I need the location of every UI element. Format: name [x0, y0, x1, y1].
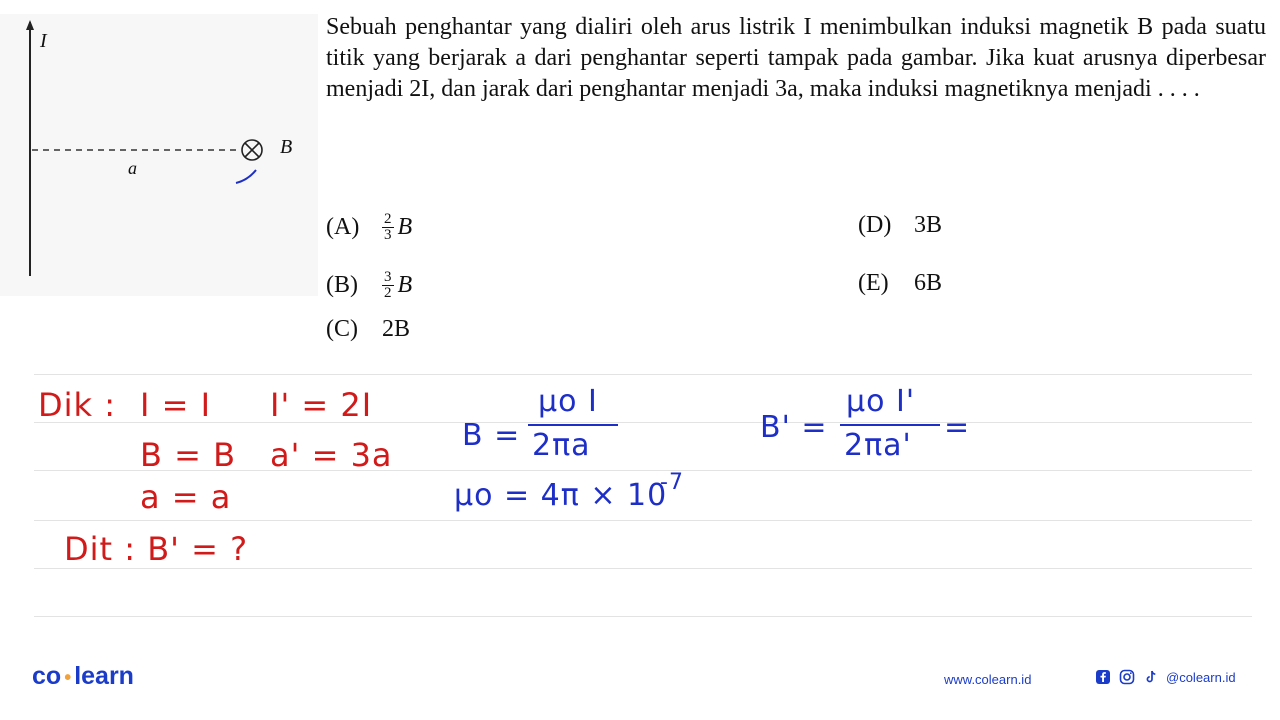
- fraction-denominator: 2: [384, 285, 392, 301]
- option-letter: (B): [326, 272, 358, 298]
- formula2-rhs: =: [944, 410, 971, 445]
- option-value: B: [397, 214, 413, 240]
- ruled-line: [34, 374, 1252, 375]
- option-c: [326, 316, 410, 343]
- formula-denominator: 2πa: [532, 428, 591, 463]
- formula2-fraction-bar: [840, 424, 940, 426]
- distance-label: a: [128, 158, 137, 178]
- question-text: Sebuah penghantar yang dialiri oleh arus listrik I menimbulkan induksi magnetik B pada suatu titik yang berjarak a dari penghantar seperti tampak pada gambar. Jika kuat arusnya diperbesar menjadi 2I, dan jarak dari penghantar menjadi 3a, maka induksi magnetiknya menjadi . . . .: [326, 14, 1266, 102]
- option-d: [858, 212, 942, 239]
- current-label: I: [40, 30, 47, 52]
- option-value: B: [397, 272, 413, 298]
- mu-exponent: -7: [660, 470, 684, 495]
- facebook-icon[interactable]: [1094, 668, 1112, 686]
- given-field: B = B: [140, 436, 237, 474]
- ruled-line: [34, 520, 1252, 521]
- asked-field: Dit : B' = ?: [64, 530, 249, 568]
- ruled-line: [34, 568, 1252, 569]
- fraction-numerator: 2: [384, 211, 392, 227]
- website-link[interactable]: www.colearn.id: [944, 672, 1032, 687]
- mu-constant: μo = 4π × 10: [454, 478, 668, 513]
- formula2-numerator: μo I': [846, 384, 916, 419]
- option-letter: (E): [858, 270, 889, 296]
- given-new-current: I' = 2I: [270, 386, 373, 424]
- option-value: 2B: [382, 316, 411, 342]
- formula2-lhs: B' =: [760, 410, 828, 445]
- question-block: [326, 12, 1266, 105]
- option-fraction: [382, 212, 394, 243]
- brand-co: co: [32, 662, 62, 690]
- option-letter: (C): [326, 316, 358, 342]
- instagram-icon[interactable]: [1118, 668, 1136, 686]
- formula-numerator: μo I: [538, 384, 598, 419]
- option-b: [326, 270, 412, 301]
- ruled-line: [34, 422, 1252, 423]
- fraction-numerator: 3: [384, 269, 392, 285]
- formula-lhs: B =: [462, 418, 521, 453]
- tiktok-icon[interactable]: [1142, 668, 1160, 686]
- social-links: [1094, 668, 1236, 686]
- option-letter: (A): [326, 214, 360, 240]
- physics-figure: [0, 14, 318, 296]
- formula2-denominator: 2πa': [844, 428, 912, 463]
- brand-learn: learn: [74, 662, 134, 690]
- option-value: 6B: [914, 270, 943, 296]
- dik-label: Dik :: [38, 386, 117, 424]
- field-label: B: [280, 136, 293, 158]
- ruled-line: [34, 616, 1252, 617]
- option-letter: (D): [858, 212, 892, 238]
- colearn-logo: [32, 662, 134, 691]
- wire-diagram: [0, 14, 318, 296]
- given-new-distance: a' = 3a: [270, 436, 393, 474]
- option-a: [326, 212, 412, 243]
- given-current: I = I: [140, 386, 212, 424]
- social-handle[interactable]: @colearn.id: [1166, 669, 1236, 685]
- fraction-denominator: 3: [384, 227, 392, 243]
- formula-fraction-bar: [528, 424, 618, 426]
- option-value: 3B: [914, 212, 943, 238]
- option-fraction: [382, 270, 394, 301]
- option-e: [858, 270, 942, 297]
- brand-dot: •: [64, 667, 72, 689]
- given-distance: a = a: [140, 478, 232, 516]
